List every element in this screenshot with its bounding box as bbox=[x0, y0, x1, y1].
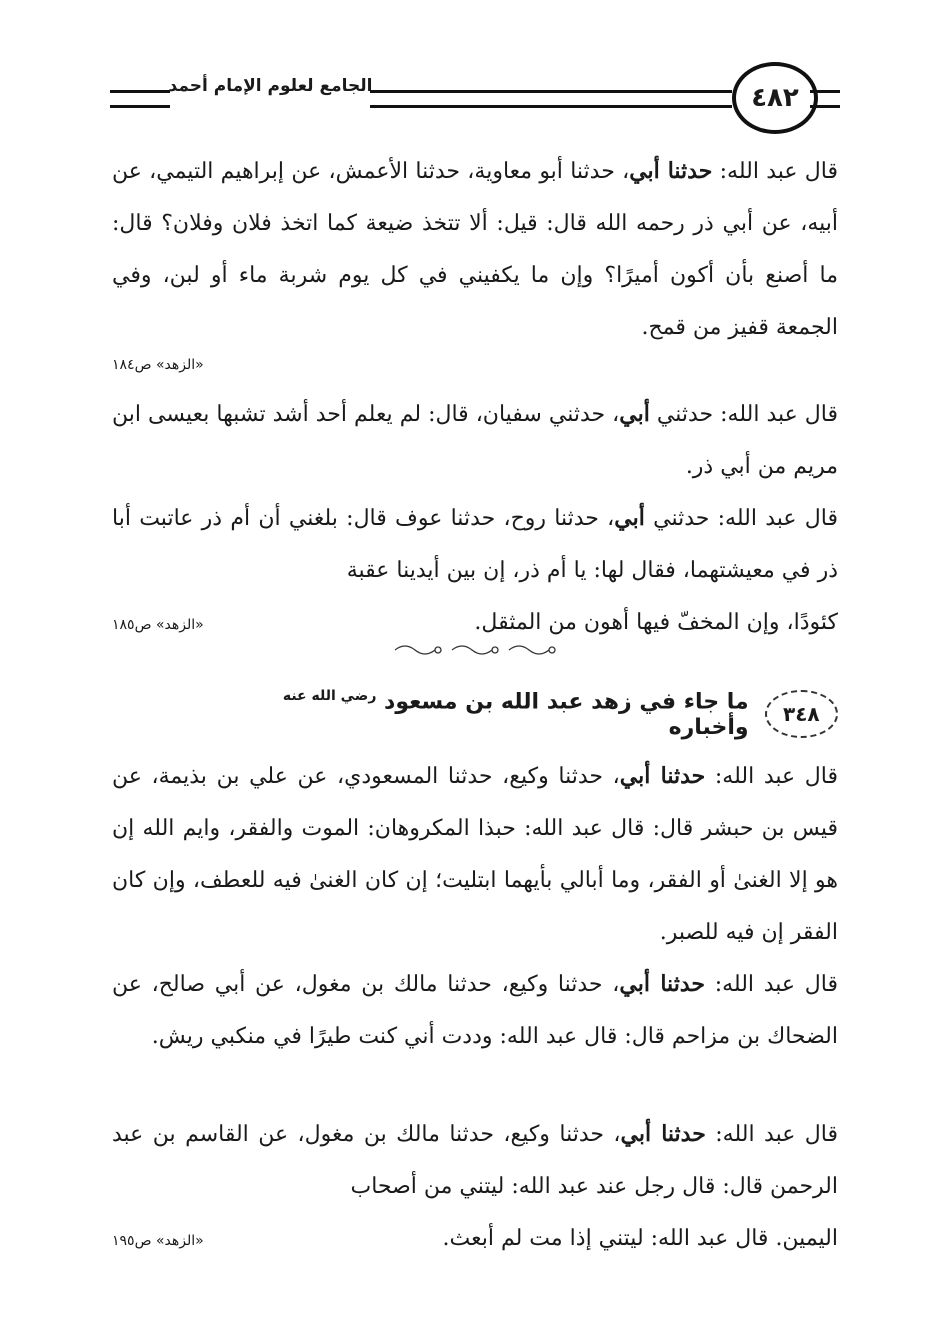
narration-intro: قال عبد الله: bbox=[705, 1122, 838, 1147]
narration-intro: قال عبد الله: bbox=[712, 159, 839, 184]
narration-text: ، حدثنا أبو معاوية، حدثنا الأعمش، عن إبراهيم التيمي، عن أبيه، عن أبي ذر رحمه الله قال: قيل: ألا تتخذ ضيعة كما اتخذ فلان وفلان؟ قال: ما أصنع بأن أكون أميرًا؟ وإن ما يكفيني في كل يوم شربة ماء أو لبن، وفي الجمعة قفيز من قمح. bbox=[112, 159, 838, 340]
paragraph-4 bbox=[112, 750, 838, 959]
narration-bold: حدثنا أبي bbox=[619, 763, 706, 789]
paragraph-6-last-line bbox=[112, 1213, 838, 1267]
header-rule-right bbox=[810, 90, 840, 108]
paragraph-6 bbox=[112, 1108, 838, 1267]
paragraph-2 bbox=[112, 388, 838, 493]
ornament-divider bbox=[390, 640, 570, 660]
narration-text: ، حدثنا وكيع، حدثنا مالك بن مغول، عن أبي صالح، عن الضحاك بن مزاحم قال: قال عبد الله: وددت أني كنت طيرًا في منكبي ريش. bbox=[112, 972, 838, 1049]
narration-bold: حدثنا أبي bbox=[620, 1121, 706, 1147]
paragraph-5 bbox=[112, 958, 838, 1063]
narration-text: ، حدثنا وكيع، حدثنا مالك بن مغول، عن القاسم بن عبد الرحمن قال: قال رجل عند عبد الله: ليتني من أصحاب bbox=[112, 1122, 838, 1199]
running-title: الجامع لعلوم الإمام أحمد bbox=[168, 76, 373, 96]
source-citation-3: «الزهد» ص١٩٥ bbox=[112, 1233, 204, 1249]
header-rule-left bbox=[110, 90, 170, 108]
narration-text: اليمين. قال عبد الله: ليتني إذا مت لم أبعث. bbox=[442, 1226, 838, 1251]
source-citation-1: «الزهد» ص١٨٤ bbox=[112, 357, 204, 373]
honorific-glyph: رضي الله عنه bbox=[282, 688, 377, 705]
narration-text: ، حدثني سفيان، قال: لم يعلم أحد أشد تشبها بعيسى ابن مريم من أبي ذر. bbox=[112, 402, 838, 479]
narration-bold: أبي bbox=[619, 401, 650, 427]
narration-intro: قال عبد الله: bbox=[705, 764, 838, 789]
section-title-part: ما جاء في زهد عبد الله بن مسعود bbox=[384, 689, 749, 715]
narration-intro: قال عبد الله: حدثني bbox=[649, 402, 839, 427]
narration-text: ، حدثنا روح، حدثنا عوف قال: بلغني أن أم ذر عاتبت أبا ذر في معيشتهما، فقال لها: يا أم ذر، إن بين أيدينا عقبة bbox=[112, 506, 838, 583]
section-title-part: وأخباره bbox=[668, 714, 749, 740]
source-citation-2: «الزهد» ص١٨٥ bbox=[112, 617, 204, 633]
section-number-badge: ٣٤٨ bbox=[765, 690, 838, 738]
paragraph-3 bbox=[112, 492, 838, 651]
narration-text: كئودًا، وإن المخفّ فيها أهون من المثقل. bbox=[474, 610, 838, 635]
section-heading bbox=[200, 690, 838, 738]
narration-bold: حدثنا أبي bbox=[629, 158, 713, 184]
narration-intro: قال عبد الله: حدثني bbox=[644, 506, 838, 531]
page-number: ٤٨٢ bbox=[732, 62, 818, 134]
header-rule-middle bbox=[370, 90, 732, 108]
narration-bold: حدثنا أبي bbox=[619, 971, 705, 997]
section-title bbox=[200, 688, 749, 739]
paragraph-1 bbox=[112, 145, 838, 354]
narration-text: ، حدثنا وكيع، حدثنا المسعودي، عن علي بن بذيمة، عن قيس بن حبشر قال: قال عبد الله: حبذا المكروهان: الموت والفقر، وايم الله إن هو إلا الغنىٰ أو الفقر، وما أبالي بأيهما ابتليت؛ إن كان الغنىٰ فيه للعطف، وإن كان الفقر إن فيه للصبر. bbox=[112, 764, 839, 945]
narration-intro: قال عبد الله: bbox=[704, 972, 838, 997]
page-header bbox=[110, 62, 840, 132]
narration-bold: أبي bbox=[614, 505, 645, 531]
